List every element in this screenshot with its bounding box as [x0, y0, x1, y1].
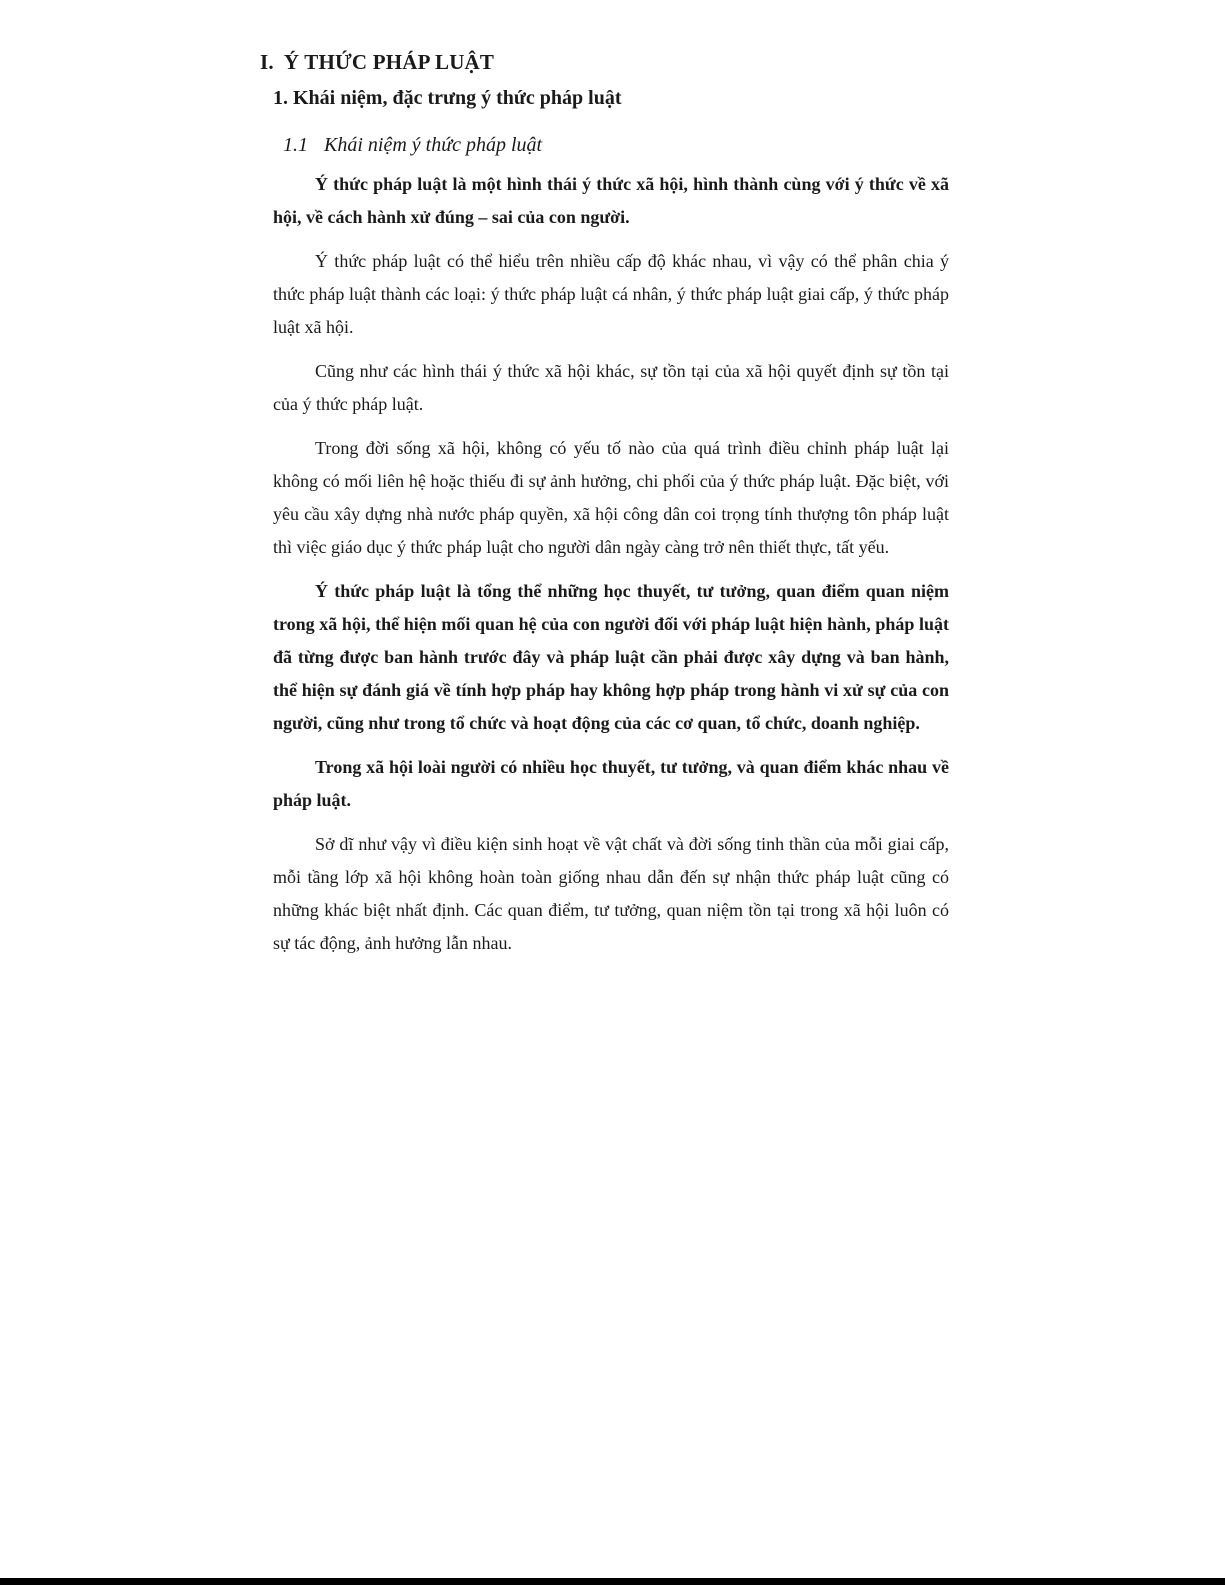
paragraph-existence: Cũng như các hình thái ý thức xã hội khác, sự tồn tại của xã hội quyết định sự tồn tại của ý thức pháp luật.	[273, 361, 949, 414]
paragraph-social-life: Trong đời sống xã hội, không có yếu tố nào của quá trình điều chỉnh pháp luật lại không có mối liên hệ hoặc thiếu đi sự ảnh hưởng, chi phối của ý thức pháp luật. Đặc biệt, với yêu cầu xây dựng nhà nước pháp quyền, xã hội công dân coi trọng tính thượng tôn pháp luật thì việc giáo dục ý thức pháp luật cho người dân ngày càng trở nên thiết thực, tất yếu.	[273, 438, 949, 557]
body-text	[273, 168, 949, 971]
page-bottom-border	[0, 1578, 1225, 1585]
subsection-heading: 1. Khái niệm, đặc trưng ý thức pháp luật	[273, 87, 622, 109]
paragraph-levels: Ý thức pháp luật có thể hiểu trên nhiều cấp độ khác nhau, vì vậy có thể phân chia ý thức pháp luật thành các loại: ý thức pháp luật cá nhân, ý thức pháp luật giai cấp, ý thức pháp luật xã hội.	[273, 251, 949, 337]
paragraph-definition: Ý thức pháp luật là một hình thái ý thức xã hội, hình thành cùng với ý thức về xã hội, về cách hành xử đúng – sai của con người.	[273, 174, 949, 227]
subsubsection-heading	[283, 134, 542, 157]
subsubsection-number: 1.1	[283, 134, 308, 156]
paragraph-full-definition: Ý thức pháp luật là tổng thể những học thuyết, tư tưởng, quan điểm quan niệm trong xã hội, thể hiện mối quan hệ của con người đối với pháp luật hiện hành, pháp luật đã từng được ban hành trước đây và pháp luật cần phải được xây dựng và ban hành, thể hiện sự đánh giá về tính hợp pháp hay không hợp pháp trong hành vi xử sự của con người, cũng như trong tổ chức và hoạt động của các cơ quan, tổ chức, doanh nghiệp.	[273, 581, 949, 733]
paragraph-reasons: Sở dĩ như vậy vì điều kiện sinh hoạt về vật chất và đời sống tinh thần của mỗi giai cấp, mỗi tầng lớp xã hội không hoàn toàn giống nhau dẫn đến sự nhận thức pháp luật cũng có những khác biệt nhất định. Các quan điểm, tư tưởng, quan niệm tồn tại trong xã hội luôn có sự tác động, ảnh hưởng lẫn nhau.	[273, 834, 949, 953]
paragraph-doctrines: Trong xã hội loài người có nhiều học thuyết, tư tưởng, và quan điểm khác nhau về pháp luật.	[273, 757, 949, 810]
section-heading	[260, 50, 494, 75]
section-title: Ý THỨC PHÁP LUẬT	[283, 50, 495, 74]
section-number: I.	[260, 50, 274, 74]
subsubsection-title: Khái niệm ý thức pháp luật	[324, 134, 543, 156]
